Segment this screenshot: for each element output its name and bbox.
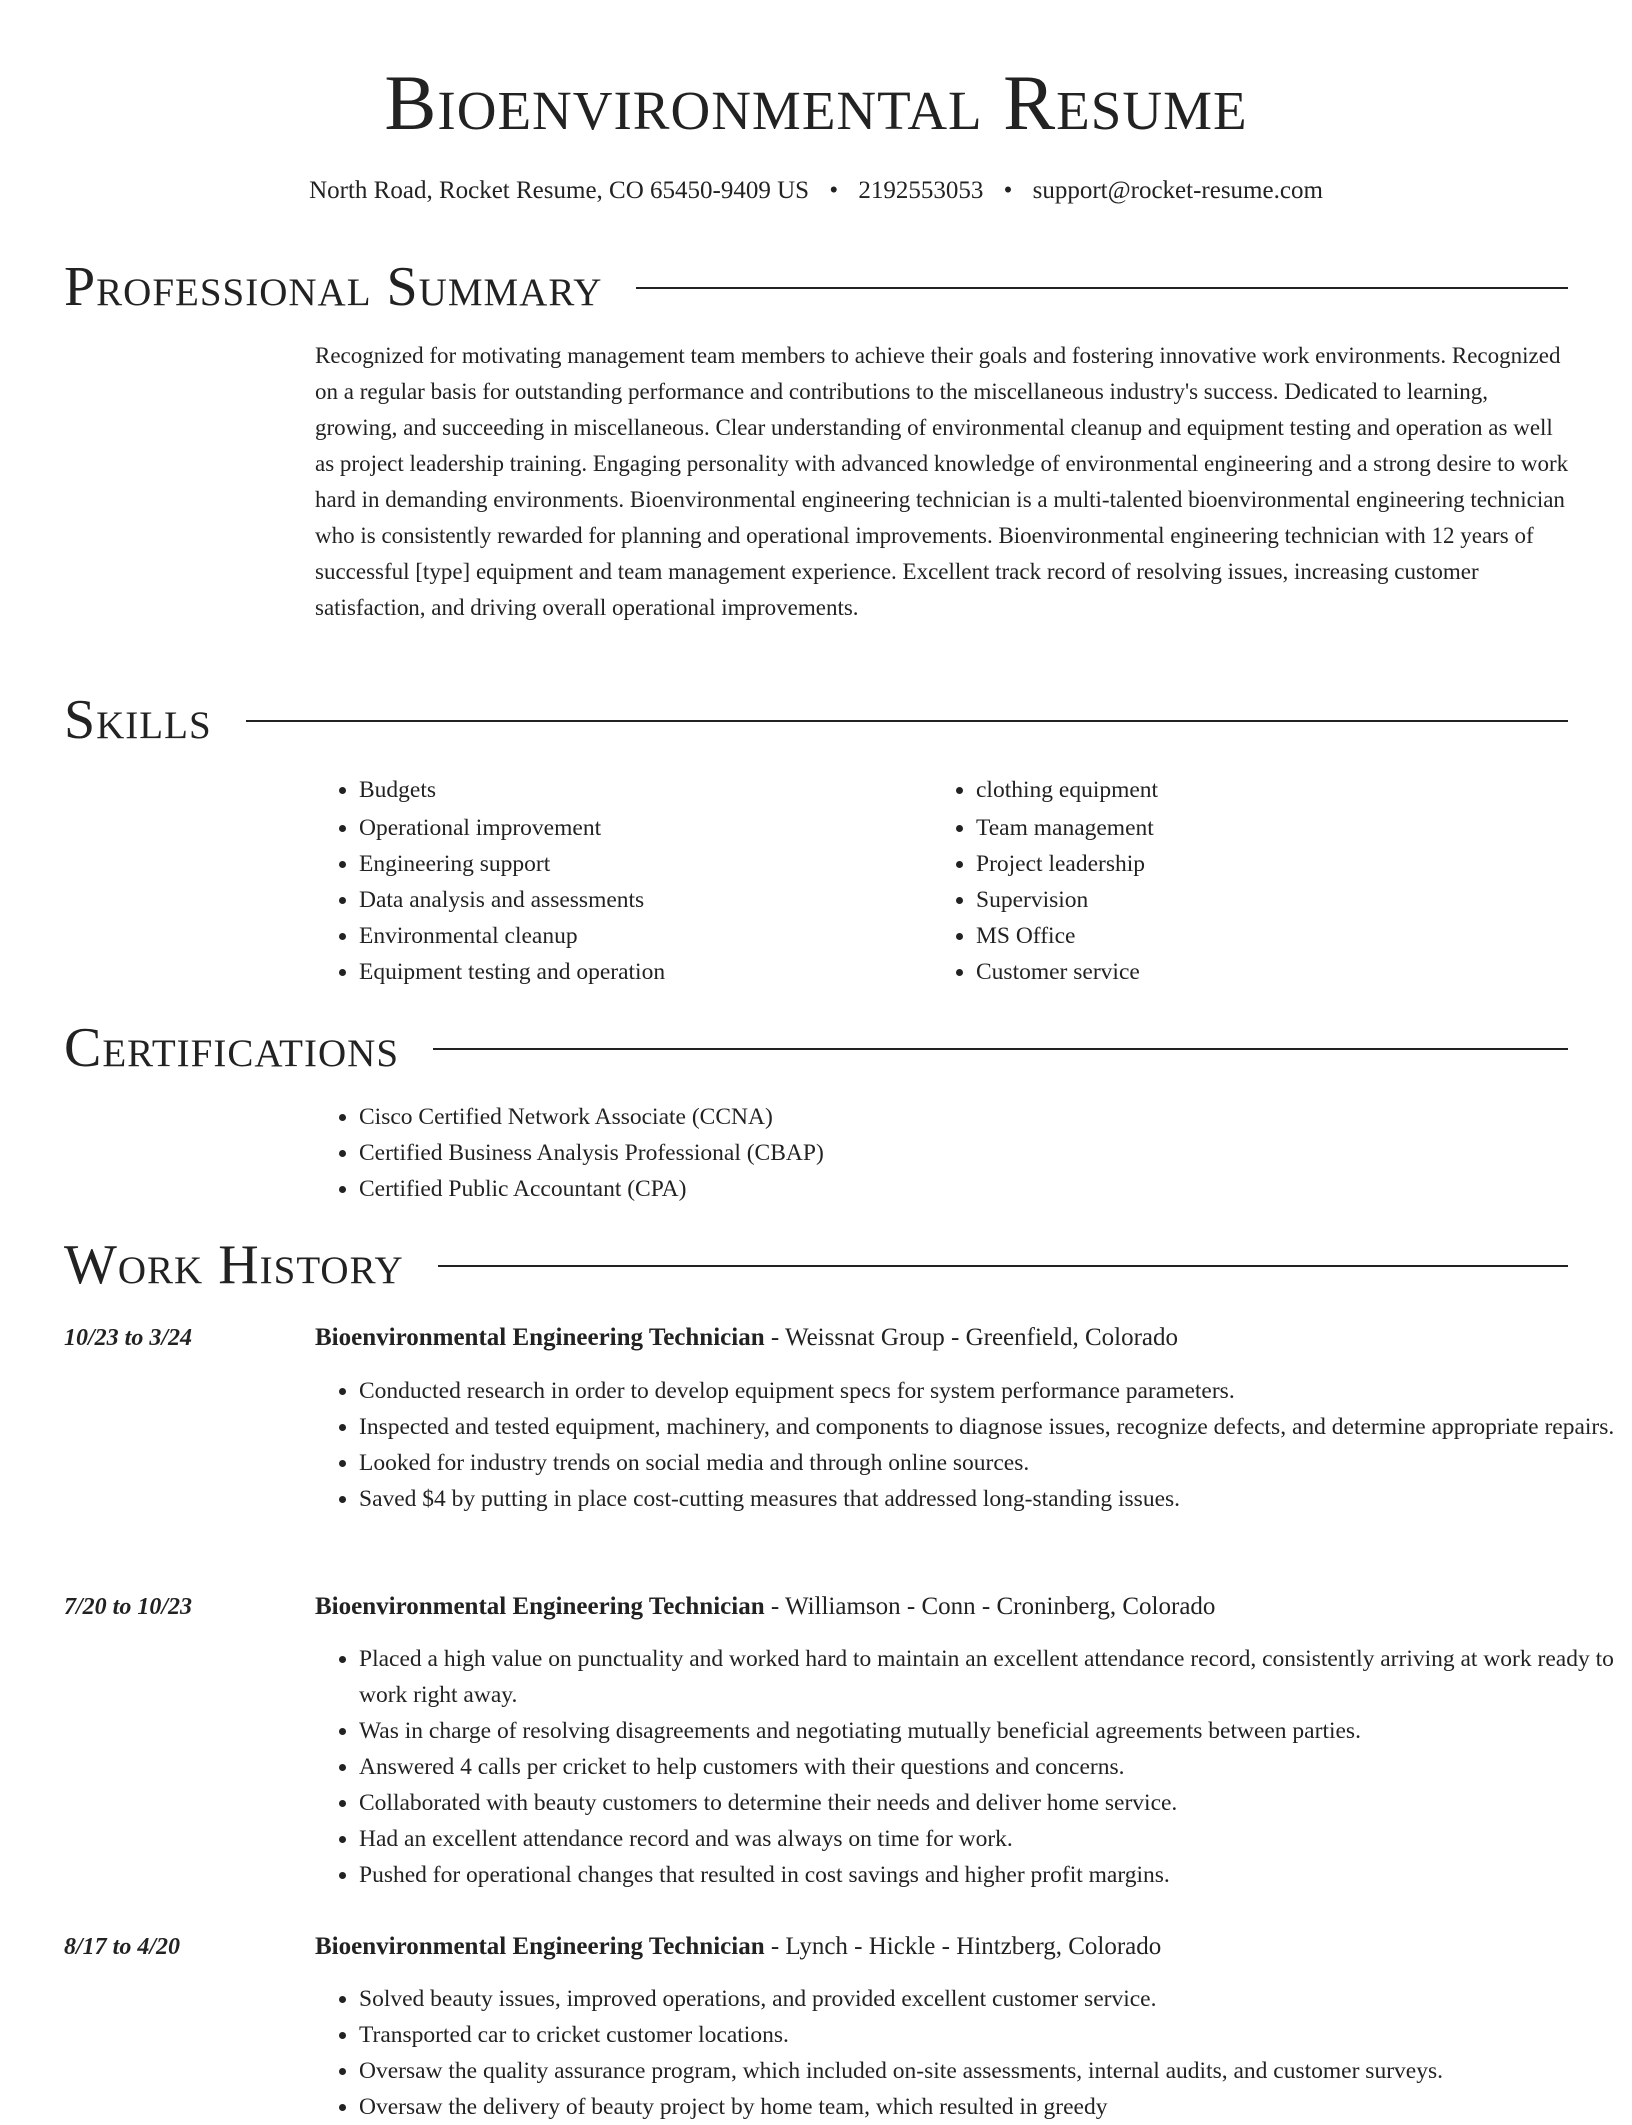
work-history-section-header — [64, 1233, 1568, 1297]
skill-item: • Project leadership — [976, 846, 1536, 882]
job-bullets — [315, 1373, 1619, 1517]
job-title: Bioenvironmental Engineering Technician — [315, 1933, 765, 1960]
job-bullet: • Had an excellent attendance record and was always on time for work. — [359, 1821, 1619, 1857]
certification-item: • Certified Business Analysis Professional (CBAP) — [359, 1135, 1559, 1171]
job-dates: 7/20 to 10/23 — [64, 1594, 193, 1620]
job-bullet: • Placed a high value on punctuality and worked hard to maintain an excellent attendance record, consistently arriving at work ready to work right away. — [359, 1641, 1619, 1713]
job-heading — [315, 1590, 1575, 1624]
job-dates: 10/23 to 3/24 — [64, 1325, 193, 1351]
job-heading — [315, 1930, 1575, 1964]
job-bullet: • Pushed for operational changes that resulted in cost savings and higher profit margins. — [359, 1857, 1619, 1893]
skills-list-right — [932, 772, 1536, 990]
contact-phone: 2192553053 — [858, 177, 984, 204]
skill-item: • Data analysis and assessments — [359, 882, 919, 918]
contact-separator: • — [1003, 177, 1013, 204]
job-bullet: • Conducted research in order to develop equipment specs for system performance parameters. — [359, 1373, 1619, 1409]
job-bullet: • Oversaw the delivery of beauty project by home team, which resulted in greedy — [359, 2089, 1619, 2125]
job-bullets — [315, 1981, 1619, 2125]
skill-item: • Operational improvement — [359, 810, 919, 846]
contact-separator: • — [829, 177, 839, 204]
skill-item: • Engineering support — [359, 846, 919, 882]
job-company: - Weissnat Group - Greenfield, Colorado — [764, 1324, 1179, 1351]
resume-title: Bioenvironmental Resume — [384, 59, 1248, 146]
job-company: - Lynch - Hickle - Hintzberg, Colorado — [764, 1933, 1162, 1960]
job-title: Bioenvironmental Engineering Technician — [315, 1324, 765, 1351]
skill-item: • MS Office — [976, 918, 1536, 954]
skill-item: • Budgets — [359, 772, 919, 808]
skill-item: • Customer service — [976, 954, 1536, 990]
certifications-list — [315, 1099, 1559, 1207]
job-bullet: • Oversaw the quality assurance program, which included on-site assessments, internal audits, and customer surveys. — [359, 2053, 1619, 2089]
job-bullet: • Looked for industry trends on social media and through online sources. — [359, 1445, 1619, 1481]
section-divider — [246, 720, 1568, 722]
job-bullet: • Collaborated with beauty customers to determine their needs and deliver home service. — [359, 1785, 1619, 1821]
skill-item: • Environmental cleanup — [359, 918, 919, 954]
job-bullet: • Inspected and tested equipment, machinery, and components to diagnose issues, recognize defects, and determine appropriate repairs. — [359, 1409, 1619, 1445]
job-heading — [315, 1321, 1575, 1355]
job-dates: 8/17 to 4/20 — [64, 1934, 181, 1960]
skills-heading: Skills — [64, 689, 212, 751]
summary-section-header — [64, 255, 1568, 319]
section-divider — [636, 287, 1568, 289]
job-bullet: • Saved $4 by putting in place cost-cutting measures that addressed long-standing issues. — [359, 1481, 1619, 1517]
section-divider — [438, 1265, 1568, 1267]
summary-text: Recognized for motivating management team members to achieve their goals and fostering innovative work environments. Recognized on a regular basis for outstanding performance and contributions to the miscellaneous industry's success. Dedicated to learning, growing, and succeeding in miscellaneous. Clear understanding of environmental cleanup and equipment testing and operation as well as project leadership training. Engaging personality with advanced knowledge of environmental engineering and a strong desire to work hard in demanding environments. Bioenvironmental engineering technician is a multi-talented bioenvironmental engineering technician who is consistently rewarded for planning and operational improvements. Bioenvironmental engineering technician with 12 years of successful [type] equipment and team management experience. Excellent track record of resolving issues, increasing customer satisfaction, and driving overall operational improvements. — [315, 343, 1569, 620]
certification-item: • Certified Public Accountant (CPA) — [359, 1171, 1559, 1207]
skill-item: • Supervision — [976, 882, 1536, 918]
job-company: - Williamson - Conn - Croninberg, Colorado — [764, 1593, 1216, 1620]
contact-address: North Road, Rocket Resume, CO 65450-9409 US — [309, 177, 810, 204]
contact-email: support@rocket-resume.com — [1032, 177, 1323, 204]
certification-item: • Cisco Certified Network Associate (CCNA) — [359, 1099, 1559, 1135]
job-bullet: • Solved beauty issues, improved operations, and provided excellent customer service. — [359, 1981, 1619, 2017]
section-divider — [433, 1048, 1568, 1050]
job-bullet: • Answered 4 calls per cricket to help customers with their questions and concerns. — [359, 1749, 1619, 1785]
job-bullet: • Transported car to cricket customer locations. — [359, 2017, 1619, 2053]
summary-heading: Professional Summary — [64, 256, 603, 318]
skill-item: • clothing equipment — [976, 772, 1536, 808]
skill-item: • Team management — [976, 810, 1536, 846]
work-history-heading: Work History — [64, 1234, 404, 1296]
job-title: Bioenvironmental Engineering Technician — [315, 1593, 765, 1620]
contact-line — [0, 174, 1632, 208]
skills-list-left — [315, 772, 919, 990]
job-bullet: • Was in charge of resolving disagreements and negotiating mutually beneficial agreements between parties. — [359, 1713, 1619, 1749]
skills-section-header — [64, 688, 1568, 752]
job-bullets — [315, 1641, 1619, 1893]
certifications-heading: Certifications — [64, 1017, 400, 1079]
skill-item: • Equipment testing and operation — [359, 954, 919, 990]
certifications-section-header — [64, 1016, 1568, 1080]
